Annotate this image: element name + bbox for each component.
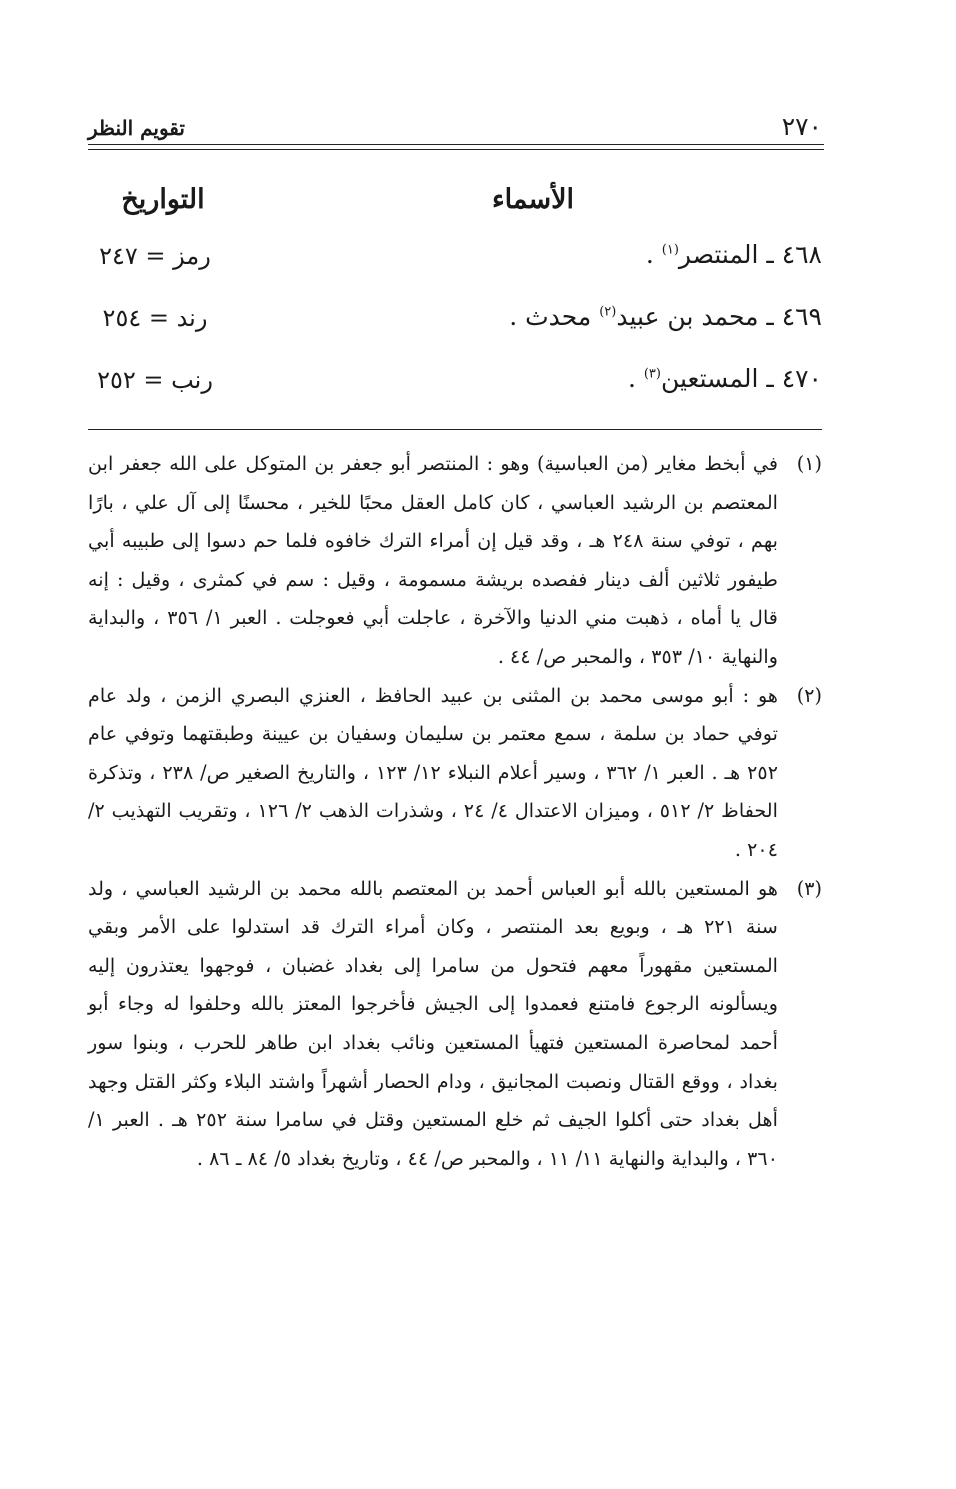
entry-date: رند = ٢٥٤ — [102, 304, 208, 332]
entry-470 — [88, 360, 822, 422]
entry-468 — [88, 236, 822, 298]
entry-name: ٤٦٩ ـ محمد بن عبيد$^{(٢)}$ محدث . — [509, 302, 822, 331]
footnote-text: في أبخط مغاير (من العباسية) وهو : المنتصر أبو جعفر بن المتوكل على الله جعفر ابن المعتصم بن الرشيد العباسي ، كان كامل العقل محبًا للخير ، محسنًا إلى آل علي ، بارًا بهم ، توفي سنة ٢٤٨ هـ ، وقد قيل إن أمراء الترك خافوه فلما حم دسوا إلى طبيبه أبي طيفور ثلاثين ألف دينار ففصده بريشة مسمومة ، وقيل : سم في كمثرى ، وقيل : إنه قال يا أماه ، ذهبت مني الدنيا والآخرة ، عاجلت أبي فعوجلت . العبر ١/ ٣٥٦ ، والبداية والنهاية ١٠/ ٣٥٣ ، والمحبر ص/ ٤٤ . — [88, 452, 778, 668]
entry-date: رمز = ٢٤٧ — [99, 242, 211, 270]
running-title: تقويم النظر — [88, 116, 185, 140]
footnote-marker: (٣) — [796, 876, 822, 900]
footnote-text: هو : أبو موسى محمد بن المثنى بن عبيد الحافظ ، العنزي البصري الزمن ، ولد عام توفي حماد بن سلمة ، سمع معتمر بن سليمان وسفيان بن عيينة وطبقتهما وتوفي عام ٢٥٢ هـ . العبر ١/ ٣٦٢ ، وسير أعلام النبلاء ١٢/ ١٢٣ ، والتاريخ الصغير ص/ ٢٣٨ ، وتذكرة الحفاظ ٢/ ٥١٢ ، وميزان الاعتدال ٤/ ٢٤ ، وشذرات الذهب ٢/ ١٢٦ ، وتقريب التهذيب ٢/ ٢٠٤ . — [88, 683, 778, 861]
entries-list — [88, 236, 822, 422]
footnotes — [88, 445, 822, 1178]
footnotes-separator — [88, 429, 822, 430]
entry-date: رنب = ٢٥٢ — [97, 366, 213, 394]
footnote-3 — [88, 870, 822, 1179]
entry-469 — [88, 298, 822, 360]
footnote-ref: (٣) — [643, 366, 661, 382]
footnote-marker: (٢) — [796, 683, 822, 707]
footnote-1 — [88, 445, 822, 677]
entry-name: ٤٦٨ ـ المنتصر$^{(١)}$ . — [645, 240, 822, 269]
footnote-marker: (١) — [796, 452, 822, 475]
footnote-ref: (١) — [661, 242, 679, 258]
footnote-text: هو المستعين بالله أبو العباس أحمد بن المعتصم بالله محمد بن الرشيد العباسي ، ولد سنة ٢٢١ هـ ، وبويع بعد المنتصر ، وكان أمراء الترك قد استدلوا على الأمر وبقي المستعين مقهوراً معهم فتحول من سامرا إلى بغداد غضبان ، فوجهوا يعتذرون إليه ويسألونه الرجوع فامتنع فعمدوا إلى الجيش فأخرجوا المعتز بالله وحلفوا له وجاء أبو أحمد لمحاصرة المستعين فتهيأ المستعين ونائب بغداد ابن طاهر للحرب ، وبنوا سور بغداد ، ووقع القتال ونصبت المجانيق ، ودام الحصار أشهراً واشتد البلاء وكثر القتل وجهد أهل بغداد حتى أكلوا الجيف ثم خلع المستعين وقتل في سامرا سنة ٢٥٢ هـ . العبر ١/ ٣٦٠ ، والبداية والنهاية ١١/ ١١ ، والمحبر ص/ ٤٤ ، وتاريخ بغداد ٥/ ٨٤ ـ ٨٦ . — [88, 876, 778, 1170]
page-number: ٢٧٠ — [781, 112, 822, 141]
footnote-2 — [88, 677, 822, 870]
names-column-heading: الأسماء — [491, 184, 574, 215]
running-header — [88, 108, 822, 148]
entry-name: ٤٧٠ ـ المستعين$^{(٣)}$ . — [627, 364, 822, 393]
header-double-rule — [88, 144, 824, 150]
dates-column-heading: التواريخ — [121, 184, 205, 215]
footnote-ref: (٢) — [599, 304, 617, 320]
